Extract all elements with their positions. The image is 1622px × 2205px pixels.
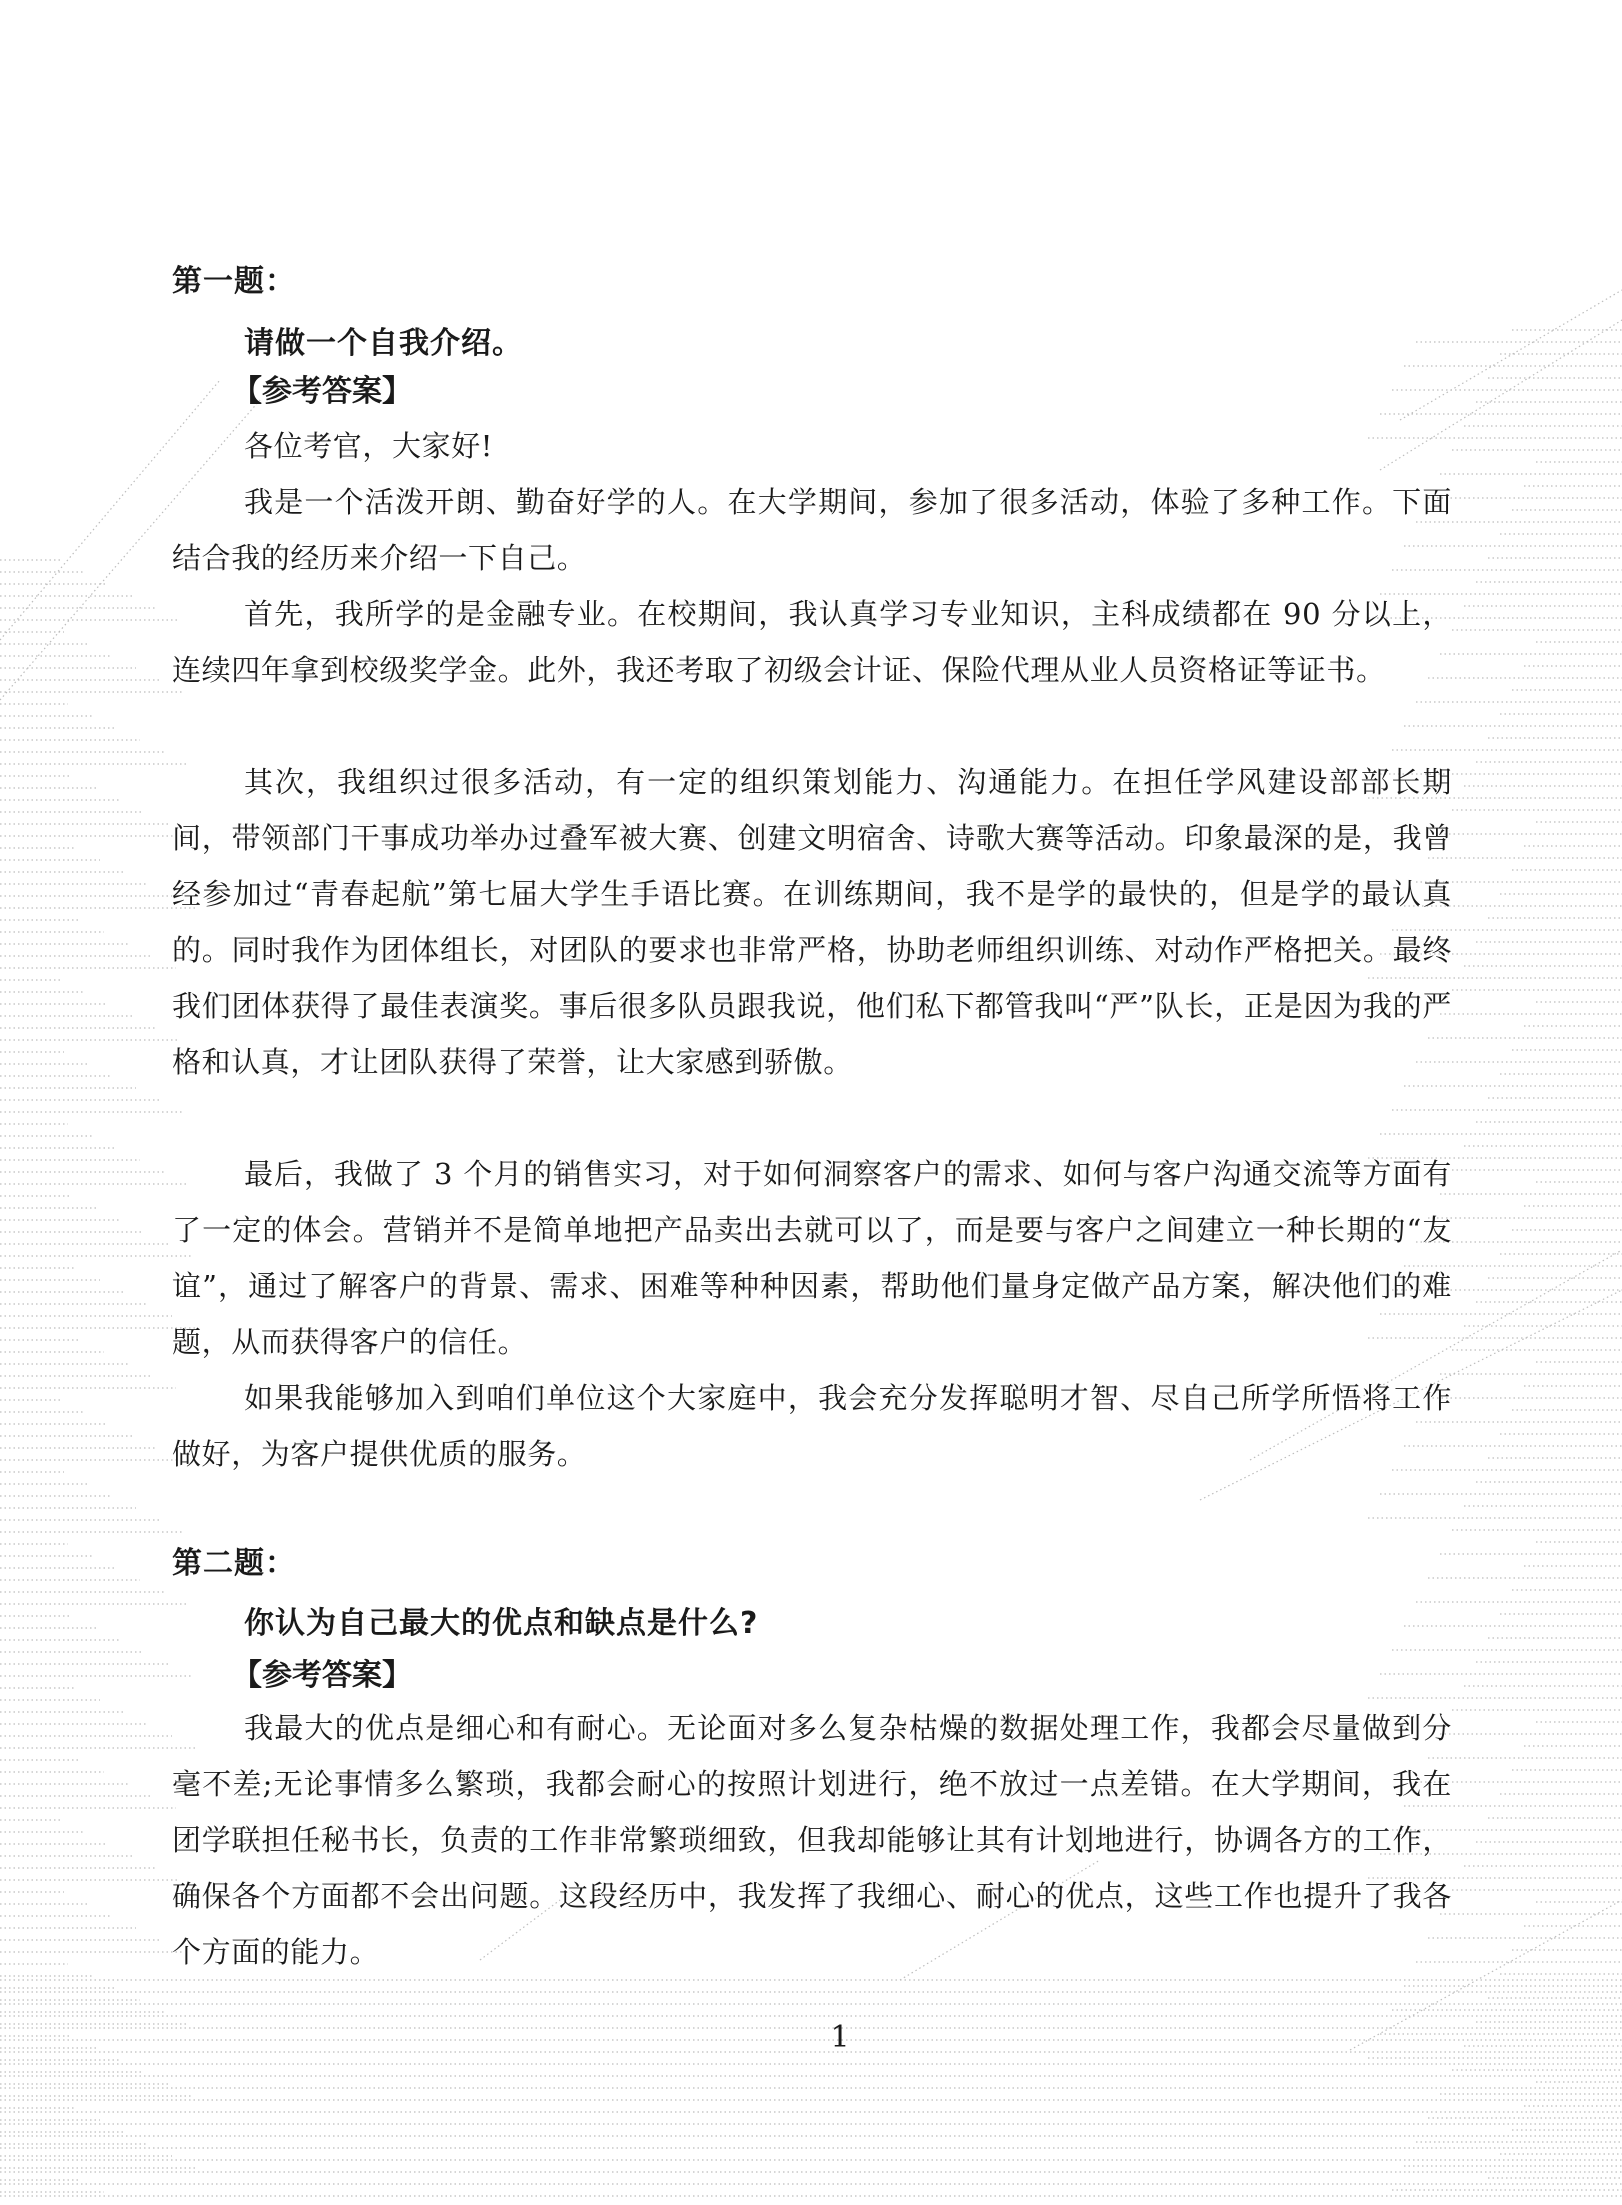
question-2-text: 你认为自己最大的优点和缺点是什么? — [244, 1606, 759, 1641]
page-number: 1 — [830, 2020, 850, 2055]
answer-2-paragraph: 我最大的优点是细心和有耐心。无论面对多么复杂枯燥的数据处理工作，我都会尽量做到分毫不差;无论事情多么繁琐，我都会耐心的按照计划进行，绝不放过一点差错。在大学期间，我在团学联担任秘书长，负责的工作非常繁琐细致，但我却能够让其有计划地进行，协调各方的工作，确保各个方面都不会出问题。这段经历中，我发挥了我细心、耐心的优点，这些工作也提升了我各个方面的能力。 — [172, 1711, 1452, 1969]
question-1-heading: 第一题： — [172, 264, 296, 299]
answer-1-paragraph: 首先，我所学的是金融专业。在校期间，我认真学习专业知识，主科成绩都在 90 分以上，连续四年拿到校级奖学金。此外，我还考取了初级会计证、保险代理从业人员资格证等证书。 — [172, 597, 1452, 687]
question-1-text: 请做一个自我介绍。 — [244, 326, 523, 361]
question-1-answer-label: 【参考答案】 — [232, 374, 412, 409]
question-2-answer-label: 【参考答案】 — [232, 1658, 412, 1693]
answer-1-paragraph: 各位考官，大家好! — [244, 429, 494, 463]
answer-1-paragraph: 如果我能够加入到咱们单位这个大家庭中，我会充分发挥聪明才智、尽自己所学所悟将工作做好，为客户提供优质的服务。 — [172, 1381, 1452, 1471]
answer-1-paragraph: 我是一个活泼开朗、勤奋好学的人。在大学期间，参加了很多活动，体验了多种工作。下面结合我的经历来介绍一下自己。 — [172, 485, 1452, 575]
answer-1-paragraph: 其次，我组织过很多活动，有一定的组织策划能力、沟通能力。在担任学风建设部部长期间，带领部门干事成功举办过叠军被大赛、创建文明宿舍、诗歌大赛等活动。印象最深的是，我曾经参加过“青春起航”第七届大学生手语比赛。在训练期间，我不是学的最快的，但是学的最认真的。同时我作为团体组长，对团队的要求也非常严格，协助老师组织训练、对动作严格把关。最终我们团体获得了最佳表演奖。事后很多队员跟我说，他们私下都管我叫“严”队长，正是因为我的严格和认真，才让团队获得了荣誉，让大家感到骄傲。 — [172, 765, 1452, 1079]
question-2-heading: 第二题： — [172, 1546, 296, 1581]
answer-1-paragraph: 最后，我做了 3 个月的销售实习，对于如何洞察客户的需求、如何与客户沟通交流等方面有了一定的体会。营销并不是简单地把产品卖出去就可以了，而是要与客户之间建立一种长期的“友谊”，通过了解客户的背景、需求、困难等种种因素，帮助他们量身定做产品方案，解决他们的难题，从而获得客户的信任。 — [172, 1157, 1452, 1359]
